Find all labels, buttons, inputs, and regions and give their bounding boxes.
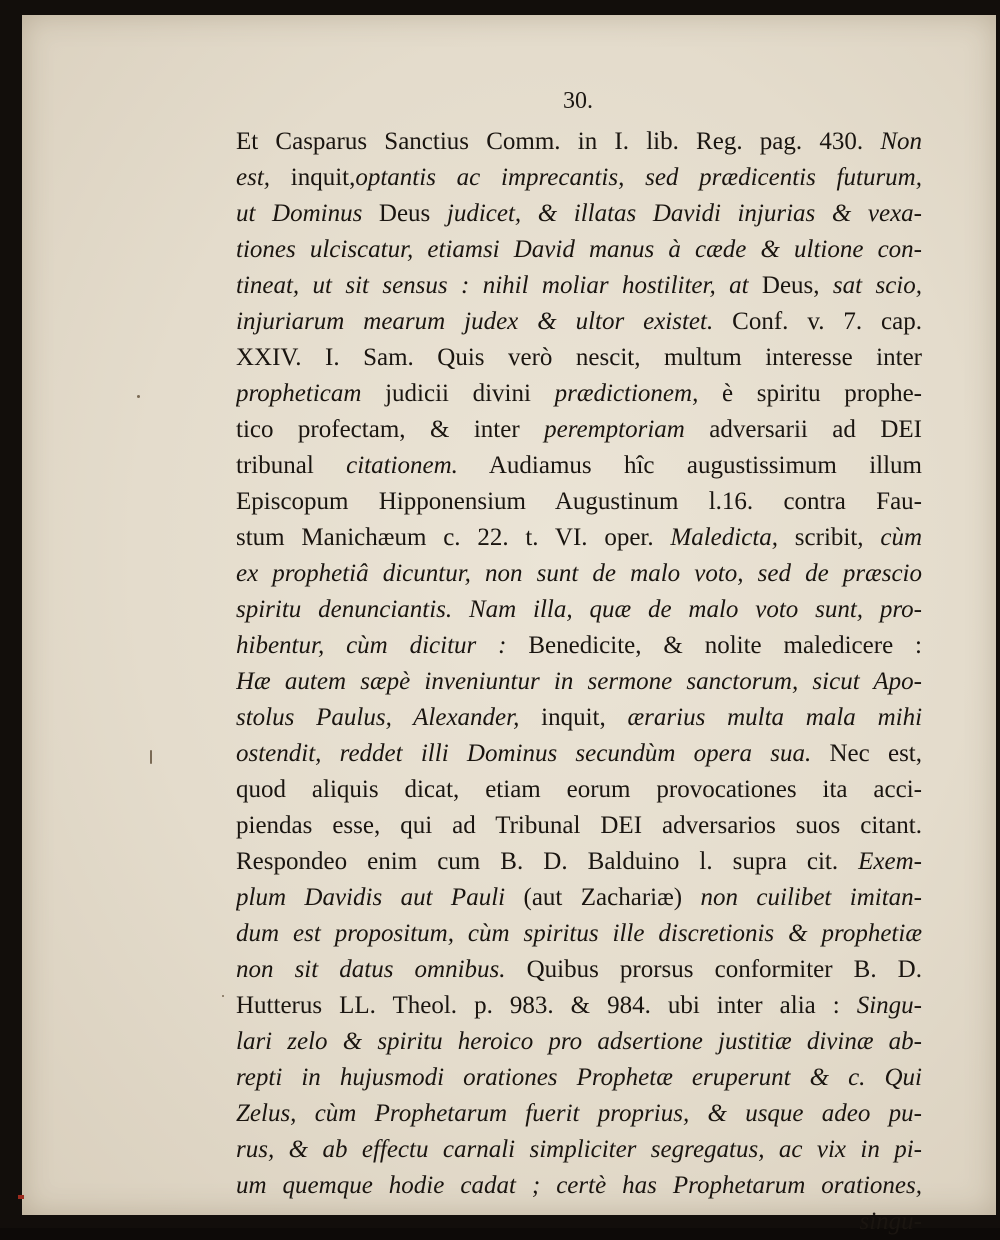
text-line xyxy=(236,448,922,484)
italic-text: optantis ac imprecantis, sed prædicentis futurum, xyxy=(355,164,922,191)
text-line xyxy=(236,772,922,808)
text-line xyxy=(236,1096,922,1132)
italic-text: est, xyxy=(236,164,271,191)
roman-text: è spiritu prophe- xyxy=(698,380,922,407)
roman-text: adversarii ad DEI xyxy=(684,416,922,443)
text-line xyxy=(236,988,922,1024)
italic-text: tineat, ut sit sensus : nihil moliar hostiliter, at xyxy=(236,272,762,299)
roman-text: Benedicite, & nolite maledicere : xyxy=(506,632,922,659)
text-line xyxy=(236,592,922,628)
italic-text: citationem. xyxy=(346,452,458,479)
text-line xyxy=(236,1060,922,1096)
italic-text: lari zelo & spiritu heroico pro adsertione justitiæ divinæ ab- xyxy=(236,1028,922,1055)
text-line xyxy=(236,556,922,592)
italic-text: Hæ autem sæpè inveniuntur in sermone sanctorum, sicut Apo- xyxy=(236,668,922,695)
italic-text: injuriarum mearum judex & ultor existet. xyxy=(236,308,714,335)
text-line xyxy=(236,628,922,664)
roman-text: scribit, xyxy=(778,524,881,551)
roman-text: Audiamus hîc augustissimum illum xyxy=(457,452,922,479)
text-line xyxy=(236,376,922,412)
text-line xyxy=(236,196,922,232)
text-line xyxy=(236,1204,922,1240)
roman-text: Deus, xyxy=(761,272,820,299)
italic-text: judicet, & illatas Davidi injurias & vexa- xyxy=(430,200,922,227)
text-line xyxy=(236,412,922,448)
paper-speck xyxy=(150,750,152,764)
red-margin-mark xyxy=(18,1195,24,1199)
roman-text: tico profectam, & inter xyxy=(236,416,545,443)
italic-text: um quemque hodie cadat ; certè has Prophetarum orationes, xyxy=(236,1172,922,1199)
italic-text: dum est propositum, cùm spiritus ille discretionis & prophetiæ xyxy=(236,920,922,947)
text-line xyxy=(236,880,922,916)
italic-text: non cuilibet imitan- xyxy=(700,884,922,911)
italic-text: tiones ulciscatur, etiamsi David manus à cæde & ultione con- xyxy=(236,236,922,263)
roman-text: Quibus prorsus conformiter B. D. xyxy=(505,956,922,983)
text-line xyxy=(236,844,922,880)
italic-text: Exem- xyxy=(858,848,922,875)
italic-text: sat scio, xyxy=(819,272,922,299)
text-line xyxy=(236,340,922,376)
roman-text: piendas esse, qui ad Tribunal DEI adversarios suos citant. xyxy=(236,812,922,839)
roman-text: judicii divini xyxy=(361,380,555,407)
roman-text: Nec est, xyxy=(811,740,922,767)
italic-text: peremptoriam xyxy=(544,416,685,443)
roman-text: inquit, xyxy=(270,164,356,191)
roman-text: Respondeo enim cum B. D. Balduino l. supra cit. xyxy=(236,848,859,875)
italic-text: ex prophetiâ dicuntur, non sunt de malo voto, sed de præscio xyxy=(236,560,922,587)
text-line xyxy=(236,916,922,952)
roman-text: tribunal xyxy=(236,452,347,479)
text-line xyxy=(236,484,922,520)
roman-text: inquit, xyxy=(519,704,628,731)
text-line xyxy=(236,808,922,844)
italic-text: ut Dominus xyxy=(236,200,379,227)
roman-text: (aut Zachariæ) xyxy=(505,884,701,911)
text-line xyxy=(236,1024,922,1060)
text-line xyxy=(236,520,922,556)
text-line xyxy=(236,664,922,700)
italic-text: plum Davidis aut Pauli xyxy=(236,884,506,911)
italic-text: ærarius multa mala mihi xyxy=(627,704,922,731)
italic-text: repti in hujusmodi orationes Prophetæ eruperunt & c. Qui xyxy=(236,1064,922,1091)
roman-text: XXIV. I. Sam. Quis verò nescit, multum interesse inter xyxy=(236,344,922,371)
text-line xyxy=(236,232,922,268)
text-line xyxy=(236,1132,922,1168)
italic-text: non sit datus omnibus. xyxy=(236,956,506,983)
italic-text: hibentur, cùm dicitur : xyxy=(236,632,507,659)
text-line xyxy=(236,304,922,340)
body-text xyxy=(236,124,922,1240)
italic-text: propheticam xyxy=(236,380,362,407)
roman-text: Episcopum Hipponensium Augustinum l.16. contra Fau- xyxy=(236,488,922,515)
text-line xyxy=(236,700,922,736)
italic-text: Maledicta, xyxy=(670,524,779,551)
italic-text: Zelus, cùm Prophetarum fuerit proprius, & usque adeo pu- xyxy=(236,1100,922,1127)
text-line xyxy=(236,952,922,988)
text-line xyxy=(236,736,922,772)
italic-text: Singu- xyxy=(856,992,922,1019)
italic-text: prædictionem, xyxy=(554,380,699,407)
italic-text: singu- xyxy=(859,1208,922,1235)
italic-text: Non xyxy=(880,128,922,155)
italic-text: spiritu denunciantis. Nam illa, quæ de malo voto sunt, pro- xyxy=(236,596,922,623)
page-number: 30. xyxy=(563,88,593,114)
italic-text: ostendit, reddet illi Dominus secundùm opera sua. xyxy=(236,740,812,767)
roman-text: Deus xyxy=(378,200,431,227)
roman-text: Et Casparus Sanctius Comm. in I. lib. Reg. pag. 430. xyxy=(236,128,881,155)
italic-text: cùm xyxy=(880,524,922,551)
paper-speck xyxy=(137,395,140,398)
roman-text: Conf. v. 7. cap. xyxy=(713,308,922,335)
paper-speck xyxy=(222,995,224,997)
roman-text: stum Manichæum c. 22. t. VI. oper. xyxy=(236,524,671,551)
italic-text: rus, & ab effectu carnali simpliciter segregatus, ac vix in pi- xyxy=(236,1136,922,1163)
roman-text: quod aliquis dicat, etiam eorum provocationes ita acci- xyxy=(236,776,922,803)
roman-text: Hutterus LL. Theol. p. 983. & 984. ubi inter alia : xyxy=(236,992,857,1019)
text-line xyxy=(236,124,922,160)
italic-text: stolus Paulus, Alexander, xyxy=(236,704,520,731)
text-line xyxy=(236,1168,922,1204)
text-line xyxy=(236,160,922,196)
text-line xyxy=(236,268,922,304)
